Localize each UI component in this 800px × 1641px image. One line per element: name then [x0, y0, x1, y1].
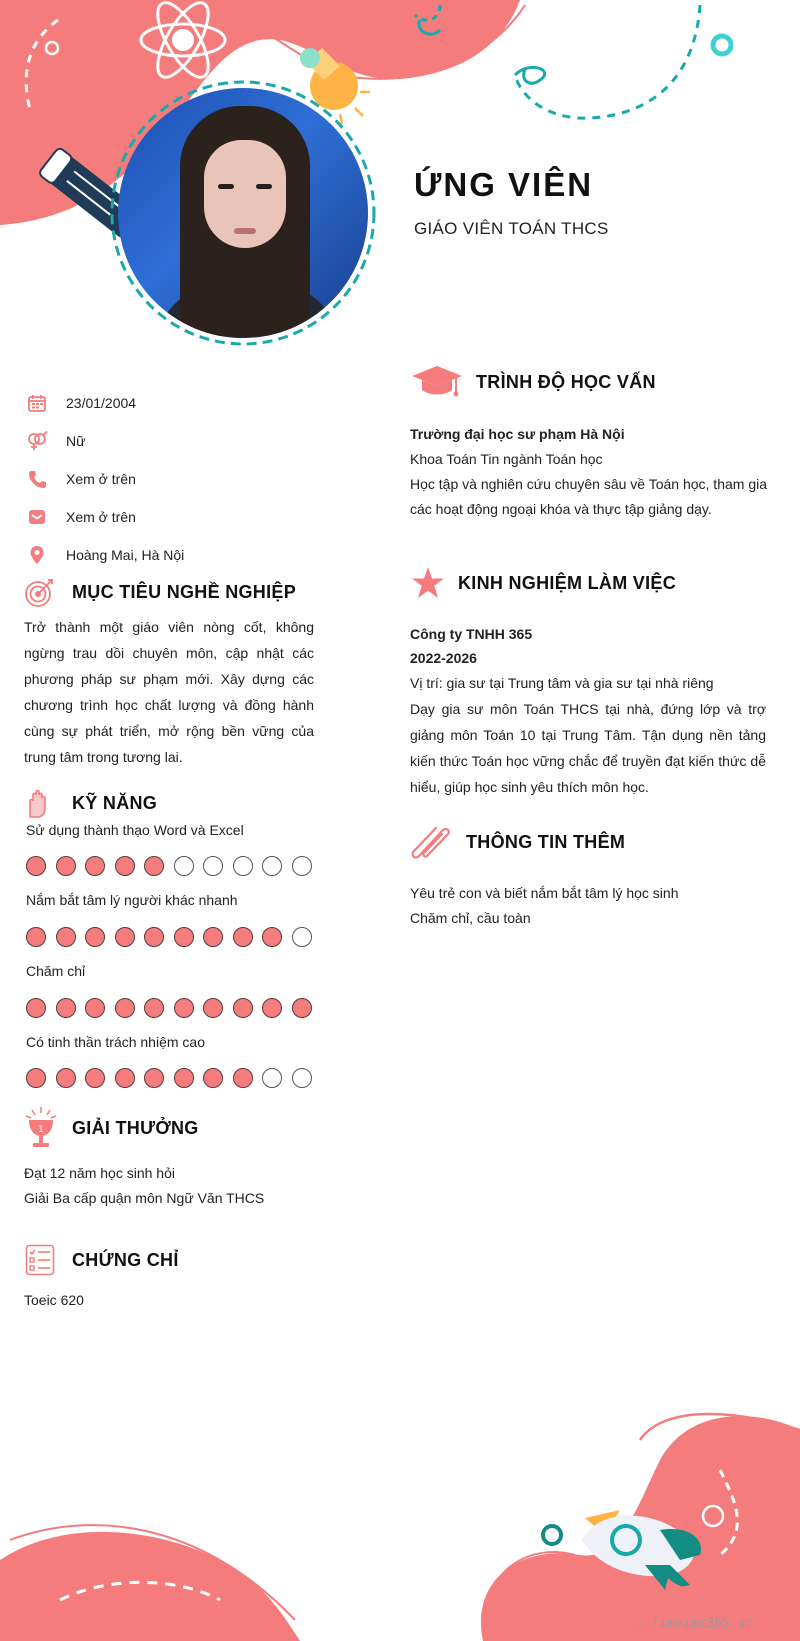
skill-rating-1 — [26, 856, 321, 876]
rating-dot-empty — [233, 856, 253, 876]
teal-dashed-curve — [515, 5, 700, 118]
rating-dot-filled — [174, 1068, 194, 1088]
objective-title: MỤC TIÊU NGHỀ NGHIỆP — [72, 581, 297, 602]
rating-dot-filled — [115, 998, 135, 1018]
rating-dot-filled — [56, 856, 76, 876]
rating-dot-filled — [144, 998, 164, 1018]
rating-dot-filled — [56, 1068, 76, 1088]
rating-dot-empty — [262, 1068, 282, 1088]
rating-dot-filled — [56, 927, 76, 947]
rating-dot-filled — [233, 927, 253, 947]
rating-dot-filled — [144, 927, 164, 947]
skills-heading — [24, 786, 157, 820]
graduation-cap-icon — [410, 364, 464, 400]
experience-position: Vị trí: gia sư tại Trung tâm và gia sư tại nhà riêng — [410, 675, 714, 691]
profile-photo — [118, 88, 368, 338]
gender-text: Nữ — [66, 433, 86, 449]
rating-dot-empty — [174, 856, 194, 876]
rating-dot-empty — [292, 1068, 312, 1088]
rating-dot-filled — [203, 1068, 223, 1088]
additional-item-2: Chăm chỉ, cầu toàn — [410, 910, 531, 926]
svg-text:1: 1 — [38, 1125, 44, 1135]
objective-heading — [24, 576, 296, 608]
contact-email — [26, 498, 346, 536]
rating-dot-empty — [292, 856, 312, 876]
contact-phone — [26, 460, 346, 498]
trophy-icon — [24, 1106, 58, 1150]
gender-icon — [26, 430, 48, 452]
rating-dot-filled — [174, 998, 194, 1018]
rating-dot-filled — [144, 856, 164, 876]
rating-dot-filled — [115, 927, 135, 947]
rating-dot-filled — [115, 856, 135, 876]
objective-text: Trở thành một giáo viên nòng cốt, không ngừng trau dồi chuyên môn, cập nhật các phương pháp sư phạm mới. Xây dựng các chương trình học chất lượng và đồng hành cùng sự phát triển, mở rộng bền vững của trung tâm trong tương lai. — [24, 619, 314, 765]
checklist-icon — [24, 1244, 56, 1276]
rating-dot-filled — [292, 998, 312, 1018]
rating-dot-filled — [203, 998, 223, 1018]
education-title: TRÌNH ĐỘ HỌC VẤN — [476, 371, 656, 392]
skill-label-1: Sử dụng thành thạo Word và Excel — [26, 822, 244, 838]
teal-ring-icon — [713, 36, 731, 54]
experience-description: Dạy gia sư môn Toán THCS tại nhà, đứng lớp và trợ giảng môn Toán 10 tại Trung Tâm. Tận dụng nền tảng kiến thức Toán học vững chắc để truyền đạt kiến thức dễ hiểu, giúp học sinh yêu thích môn học. — [410, 701, 766, 795]
additional-item-1: Yêu trẻ con và biết nắm bắt tâm lý học sinh — [410, 885, 679, 901]
education-major: Khoa Toán Tin ngành Toán học — [410, 451, 603, 467]
rating-dot-filled — [26, 998, 46, 1018]
experience-company: Công ty TNHH 365 — [410, 626, 533, 642]
rating-dot-filled — [203, 927, 223, 947]
rating-dot-filled — [262, 998, 282, 1018]
skills-title: KỸ NĂNG — [72, 792, 158, 813]
location-pin-icon — [26, 544, 48, 566]
rating-dot-filled — [56, 998, 76, 1018]
certificate-item-1: Toeic 620 — [24, 1292, 84, 1308]
rating-dot-empty — [292, 927, 312, 947]
rating-dot-empty — [203, 856, 223, 876]
target-icon — [24, 576, 56, 608]
candidate-name: ỨNG VIÊN — [414, 166, 594, 203]
education-description: Học tập và nghiên cứu chuyên sâu về Toán học, tham gia các hoạt động ngoại khóa và thực tập giảng dạy. — [410, 476, 768, 517]
contact-address — [26, 536, 346, 574]
phone-icon — [26, 468, 48, 490]
award-item-1: Đạt 12 năm học sinh hỏi — [24, 1165, 175, 1181]
contact-gender — [26, 422, 346, 460]
bottom-left-blob — [0, 1532, 300, 1641]
rating-dot-filled — [85, 1068, 105, 1088]
education-school: Trường đại học sư phạm Hà Nội — [410, 426, 625, 442]
awards-heading — [24, 1106, 199, 1150]
birthday-text: 23/01/2004 — [66, 395, 137, 411]
awards-title: GIẢI THƯỞNG — [72, 1117, 199, 1138]
rating-dot-empty — [262, 856, 282, 876]
rating-dot-filled — [233, 1068, 253, 1088]
paperclip-icon — [410, 822, 454, 862]
rating-dot-filled — [144, 1068, 164, 1088]
address-text: Hoàng Mai, Hà Nội — [66, 547, 185, 563]
hand-icon — [24, 786, 50, 820]
skill-label-4: Có tinh thần trách nhiệm cao — [26, 1034, 205, 1050]
rating-dot-filled — [26, 856, 46, 876]
additional-title: THÔNG TIN THÊM — [466, 831, 626, 852]
rating-dot-filled — [174, 927, 194, 947]
rating-dot-filled — [262, 927, 282, 947]
contact-birthday — [26, 384, 346, 422]
additional-heading — [410, 822, 625, 862]
email-text: Xem ở trên — [66, 509, 136, 525]
experience-heading — [410, 566, 676, 600]
skill-rating-2 — [26, 927, 321, 947]
certificates-heading — [24, 1244, 179, 1276]
education-heading — [410, 364, 656, 400]
skill-label-2: Nắm bắt tâm lý người khác nhanh — [26, 892, 238, 908]
certificates-title: CHỨNG CHỈ — [72, 1249, 179, 1270]
contact-info — [26, 384, 346, 574]
rating-dot-filled — [26, 927, 46, 947]
skill-rating-3 — [26, 998, 321, 1018]
job-title: GIÁO VIÊN TOÁN THCS — [414, 219, 609, 238]
watermark: ∴ Timviec365.vn — [636, 1616, 754, 1631]
rating-dot-filled — [26, 1068, 46, 1088]
skill-rating-4 — [26, 1068, 321, 1088]
award-item-2: Giải Ba cấp quận môn Ngữ Văn THCS — [24, 1190, 265, 1206]
experience-period: 2022-2026 — [410, 650, 477, 666]
rating-dot-filled — [233, 998, 253, 1018]
skill-label-3: Chăm chỉ — [26, 963, 86, 979]
calendar-icon — [26, 392, 48, 414]
rating-dot-filled — [85, 998, 105, 1018]
rating-dot-filled — [85, 856, 105, 876]
rating-dot-filled — [85, 927, 105, 947]
email-icon — [26, 506, 48, 528]
star-icon — [410, 566, 446, 600]
experience-title: KINH NGHIỆM LÀM VIỆC — [458, 572, 677, 593]
phone-text: Xem ở trên — [66, 471, 136, 487]
rating-dot-filled — [115, 1068, 135, 1088]
